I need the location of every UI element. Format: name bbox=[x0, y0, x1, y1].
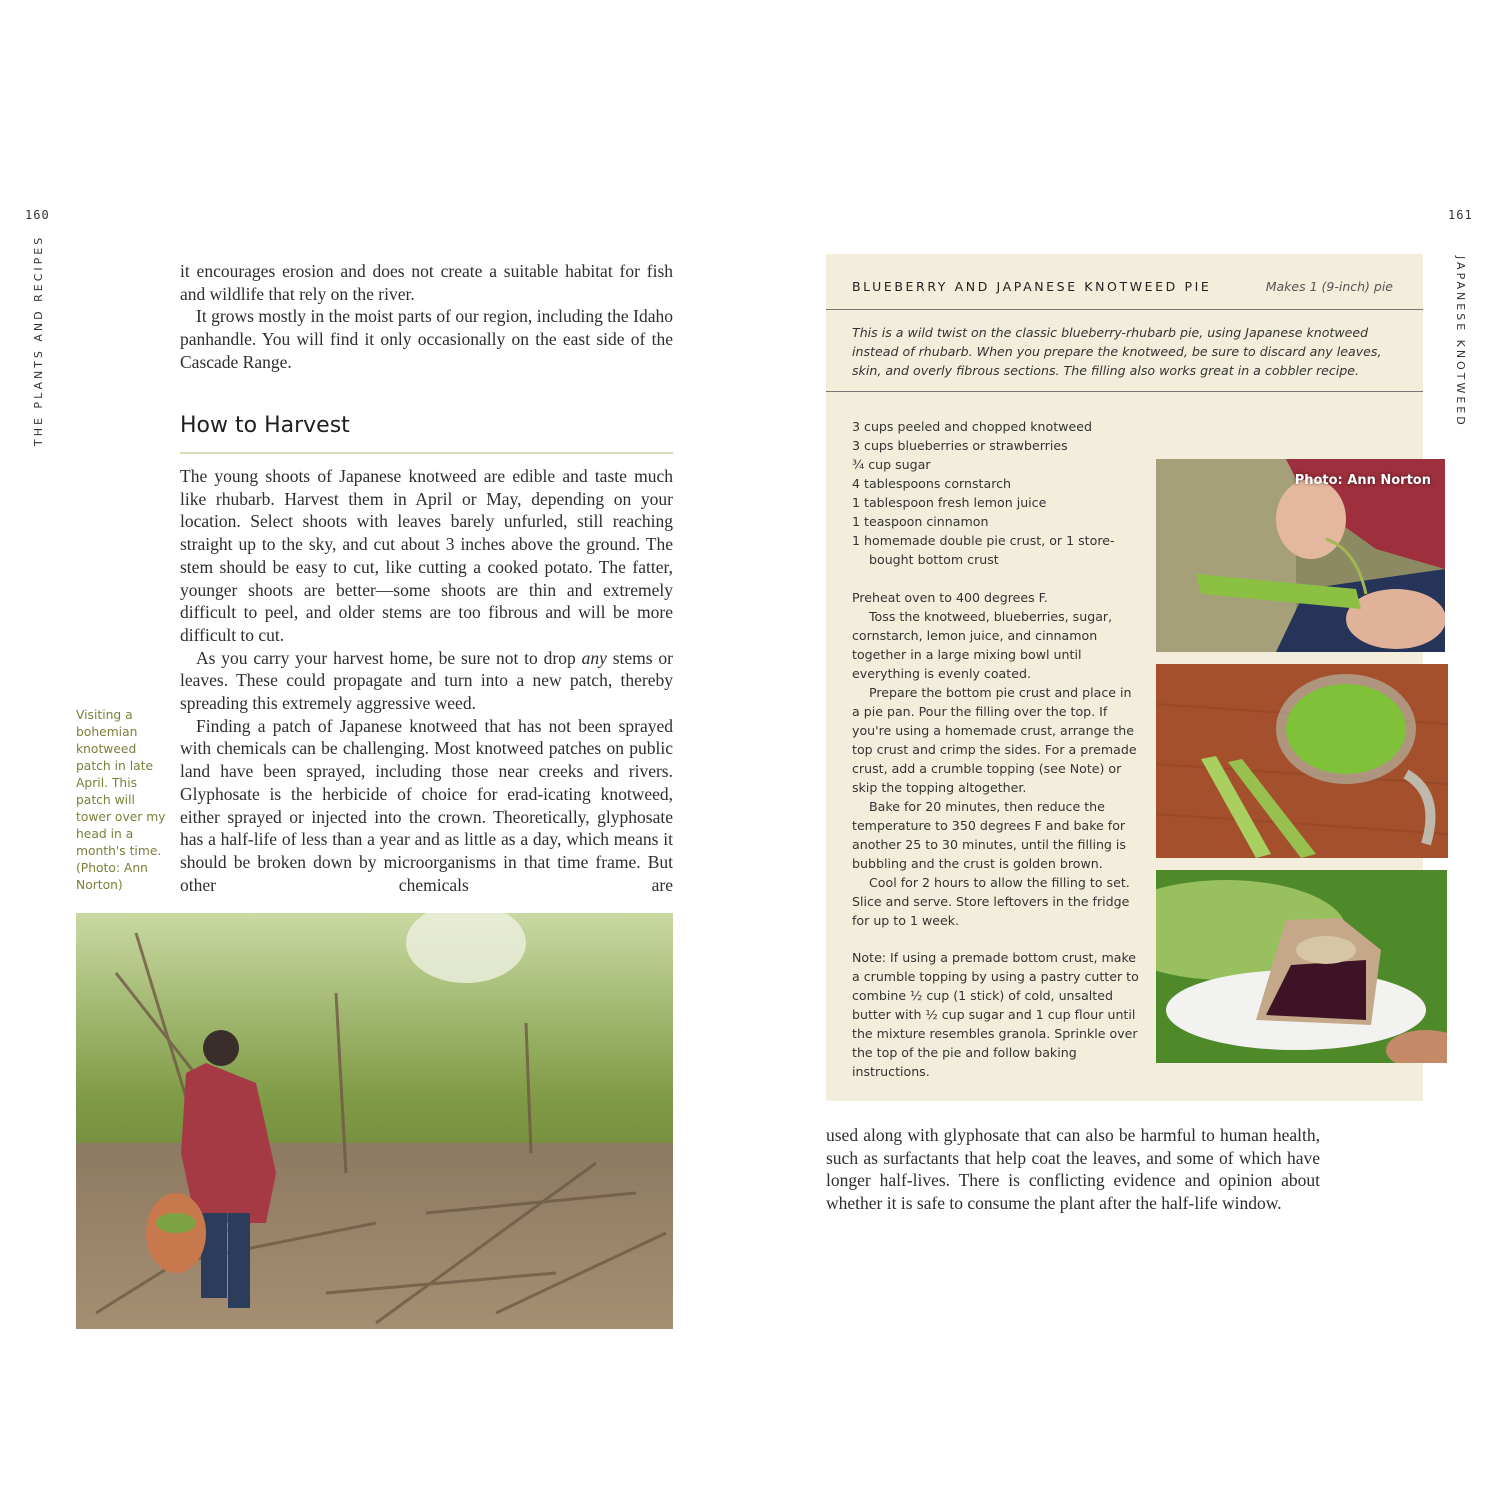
section-heading: How to Harvest bbox=[180, 413, 350, 438]
photo-peeling-knotweed bbox=[1156, 459, 1445, 652]
chopped-knotweed-photo-image bbox=[1156, 664, 1448, 858]
recipe-rule-bottom bbox=[826, 391, 1423, 392]
instruction: Bake for 20 minutes, then reduce the temperature to 350 degrees F and bake for another 25 to 30 minutes, until the filling is bubbling and the crust is golden brown. bbox=[852, 799, 1126, 871]
photo-pie-slice bbox=[1156, 870, 1447, 1063]
recipe-intro: This is a wild twist on the classic blueberry-rhubarb pie, using Japanese knotweed instead of rhubarb. When you prepare the knotweed, be sure to discard any leaves, skin, and overly fibrous sections. The filling also works great in a cobbler recipe. bbox=[852, 325, 1382, 378]
paragraph: The young shoots of Japanese knotweed are edible and taste much like rhubarb. Harvest them in April or May, depending on your location. Select shoots with leaves barely unfurled, still reaching straight up to the sky, and cut about 3 inches above the ground. The stem should be easy to cut, like cutting a cooked potato. The fatter, younger shoots are better—some shoots are thin and extremely difficult to peel, and older stems are too fibrous and will be more difficult to cut. bbox=[180, 466, 673, 645]
paragraph: It grows mostly in the moist parts of our region, including the Idaho panhandle. You will find it only occasionally on the east side of the Cascade Range. bbox=[180, 306, 673, 372]
ingredient: ¾ cup sugar bbox=[852, 457, 931, 472]
recipe-title: BLUEBERRY AND JAPANESE KNOTWEED PIE bbox=[852, 279, 1212, 294]
photo-chopped-knotweed bbox=[1156, 664, 1448, 858]
instruction: Preheat oven to 400 degrees F. bbox=[852, 590, 1048, 605]
instruction: Cool for 2 hours to allow the filling to set. Slice and serve. Store leftovers in the fridge for up to 1 week. bbox=[852, 875, 1130, 928]
running-head-left: THE PLANTS AND RECIPES bbox=[32, 234, 45, 446]
paragraph: used along with glyphosate that can also be harmful to human health, such as surfactants that help coat the leaves, and some of which have longer half-lives. There is conflicting evidence and opinion about whether it is safe to consume the plant after the half-life window. bbox=[826, 1125, 1320, 1214]
pie-slice-photo-image bbox=[1156, 870, 1447, 1063]
ingredient: 1 tablespoon fresh lemon juice bbox=[852, 495, 1047, 510]
ingredient: 3 cups peeled and chopped knotweed bbox=[852, 419, 1092, 434]
ingredient: 1 teaspoon cinnamon bbox=[852, 514, 989, 529]
emphasis: any bbox=[581, 647, 607, 668]
knotweed-patch-photo-image bbox=[76, 913, 673, 1329]
instruction: Prepare the bottom pie crust and place in a pie pan. Pour the filling over the top. If you're using a homemade crust, arrange the top crust and crimp the sides. For a premade crust, add a crumble topping (see Note) or skip the topping altogether. bbox=[852, 685, 1137, 795]
body-text-top bbox=[180, 260, 673, 374]
recipe-instructions bbox=[852, 588, 1142, 930]
heading-rule bbox=[180, 452, 673, 454]
body-text-harvest bbox=[180, 465, 673, 896]
photo-caption: Visiting a bohemian knotweed patch in late April. This patch will tower over my head in a month's time. (Photo: Ann Norton) bbox=[76, 708, 166, 892]
recipe-note: Note: If using a premade bottom crust, make a crumble topping by using a pastry cutter to combine ½ cup (1 stick) of cold, unsalted butter with ½ cup sugar and 1 cup flour until the mixture resembles granola. Sprinkle over the top of the pie and follow baking instructions. bbox=[852, 950, 1139, 1079]
instruction: Toss the knotweed, blueberries, sugar, cornstarch, lemon juice, and cinnamon together in a large mixing bowl until everything is evenly coated. bbox=[852, 609, 1113, 681]
page-number-right: 161 bbox=[1448, 208, 1473, 222]
recipe-rule-top bbox=[826, 309, 1423, 310]
body-text-continued bbox=[826, 1124, 1320, 1215]
page-number-left: 160 bbox=[25, 208, 50, 222]
paragraph: As you carry your harvest home, be sure not to drop any stems or leaves. These could propagate and turn into a new patch, thereby spreading this extremely aggressive weed. bbox=[180, 647, 673, 714]
ingredient: 1 homemade double pie crust, or 1 store-bought bottom crust bbox=[852, 533, 1115, 567]
photo-knotweed-patch bbox=[76, 913, 673, 1329]
photo-credit: Photo: Ann Norton bbox=[1294, 473, 1431, 488]
paragraph: Finding a patch of Japanese knotweed that has not been sprayed with chemicals can be challenging. Most knotweed patches on public land have been sprayed, including those near creeks and rivers. Glyphosate is the herbicide of choice for erad-icating knotweed, either sprayed or injected into the crown. Theoretically, glyphosate has a half-life of less than a year and as little as a day, which means it should be broken down by microorganisms in that time frame. But other chemicals are bbox=[180, 715, 673, 895]
paragraph: it encourages erosion and does not create a suitable habitat for fish and wildlife that rely on the river. bbox=[180, 261, 673, 304]
ingredient: 4 tablespoons cornstarch bbox=[852, 476, 1012, 491]
recipe-yield: Makes 1 (9-inch) pie bbox=[1265, 279, 1393, 294]
running-head-right: JAPANESE KNOTWEED bbox=[1454, 256, 1467, 428]
ingredient-list bbox=[852, 417, 1142, 569]
ingredient: 3 cups blueberries or strawberries bbox=[852, 438, 1068, 453]
